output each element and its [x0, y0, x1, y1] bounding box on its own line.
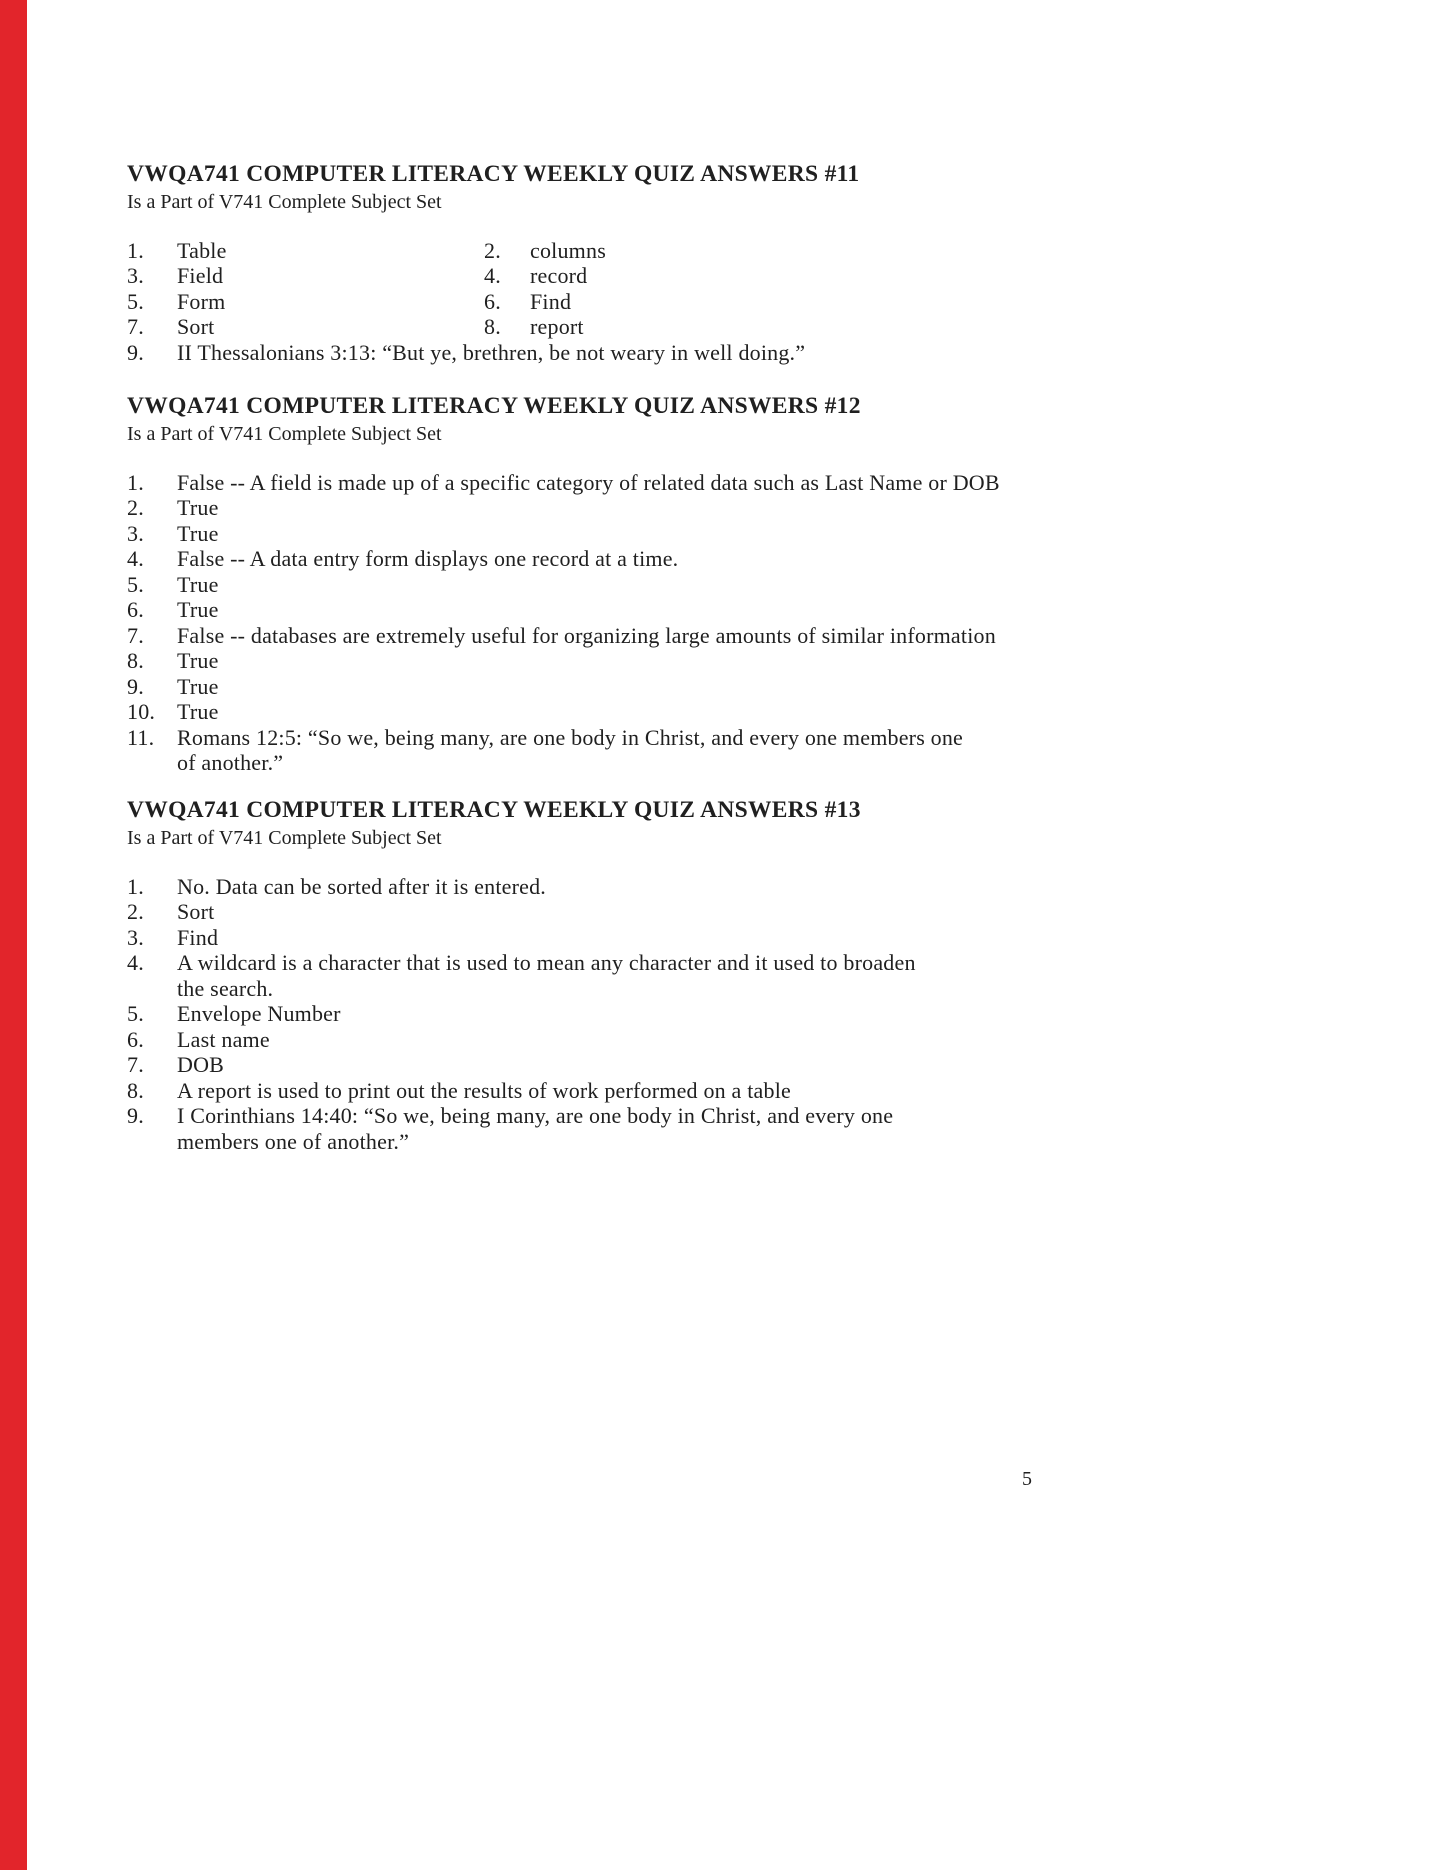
answer-number: 5.	[127, 288, 144, 314]
answer-text: True	[177, 673, 219, 699]
answer-row	[127, 572, 1337, 597]
answer-number: 6.	[127, 1026, 144, 1052]
answer-text: Sort	[177, 899, 215, 925]
answer-text: True	[177, 520, 219, 546]
answer-text: Last name	[177, 1026, 270, 1052]
answer-number: 2.	[484, 238, 501, 263]
quiz-answers-section-11	[127, 160, 1337, 365]
answer-row	[127, 925, 1337, 950]
answer-number: 7.	[127, 1052, 144, 1078]
answer-number: 3.	[127, 263, 144, 289]
answer-row	[127, 1078, 1337, 1103]
section-heading: VWQA741 COMPUTER LITERACY WEEKLY QUIZ ANSWERS #13	[127, 797, 861, 823]
answer-text: Form	[177, 288, 226, 314]
section-subheading: Is a Part of V741 Complete Subject Set	[127, 827, 442, 849]
answer-number: 8.	[484, 314, 501, 340]
answer-number: 7.	[127, 622, 144, 648]
answer-number: 9.	[127, 673, 144, 699]
answer-text: Find	[530, 288, 572, 314]
answer-text: record	[530, 263, 588, 289]
answer-row	[127, 623, 1337, 648]
answer-text: True	[177, 699, 219, 725]
answer-text: II Thessalonians 3:13: “But ye, brethren, be not weary in well doing.”	[177, 339, 806, 365]
answer-row	[127, 950, 1337, 975]
answer-number: 6.	[127, 597, 144, 623]
answer-row	[127, 314, 1337, 339]
answer-text: Field	[177, 263, 224, 289]
answer-text-continuation: members one of another.”	[177, 1128, 410, 1154]
answer-text: report	[530, 314, 584, 340]
answer-number: 11.	[127, 724, 155, 750]
answer-text: True	[177, 597, 219, 623]
answer-number: 9.	[127, 1103, 144, 1129]
answer-text: DOB	[177, 1052, 225, 1078]
answer-text-continuation: the search.	[177, 975, 274, 1001]
answer-number: 4.	[484, 263, 501, 289]
answer-list	[127, 874, 1337, 1154]
answer-number: 3.	[127, 520, 144, 546]
answer-row	[127, 521, 1337, 546]
answer-text: Envelope Number	[177, 1001, 341, 1027]
answer-text-continuation: of another.”	[177, 749, 284, 775]
answer-row	[127, 238, 1337, 263]
quiz-answers-section-13	[127, 796, 1337, 1154]
answer-row	[127, 1001, 1337, 1026]
answer-row	[127, 289, 1337, 314]
answer-text: True	[177, 495, 219, 521]
answer-number: 5.	[127, 571, 144, 597]
answer-number: 8.	[127, 648, 144, 674]
answer-number: 8.	[127, 1077, 144, 1103]
answer-number: 3.	[127, 924, 144, 950]
answer-number: 1.	[127, 238, 144, 263]
answer-number: 1.	[127, 470, 144, 495]
answer-text: True	[177, 648, 219, 674]
answer-number: 4.	[127, 546, 144, 572]
section-subheading: Is a Part of V741 Complete Subject Set	[127, 191, 442, 213]
section-heading: VWQA741 COMPUTER LITERACY WEEKLY QUIZ ANSWERS #12	[127, 393, 861, 419]
answer-text: Romans 12:5: “So we, being many, are one body in Christ, and every one members one	[177, 724, 964, 750]
answer-row	[127, 1027, 1337, 1052]
answer-number: 7.	[127, 314, 144, 340]
answer-text: Sort	[177, 314, 215, 340]
answer-number: 5.	[127, 1001, 144, 1027]
answer-row	[127, 340, 1337, 365]
quiz-answers-section-12	[127, 392, 1337, 775]
answer-number: 6.	[484, 288, 501, 314]
answer-row	[127, 874, 1337, 899]
answer-number: 2.	[127, 899, 144, 925]
page-number: 5	[1022, 1468, 1032, 1490]
answer-text: No. Data can be sorted after it is entered.	[177, 874, 547, 899]
answer-row	[127, 263, 1337, 288]
answer-number: 4.	[127, 950, 144, 976]
answer-row	[127, 674, 1337, 699]
answer-text: I Corinthians 14:40: “So we, being many, are one body in Christ, and every one	[177, 1103, 894, 1129]
answer-row	[127, 1103, 1337, 1128]
answer-row	[127, 546, 1337, 571]
answer-text: columns	[530, 238, 606, 263]
answer-row	[127, 725, 1337, 750]
answer-row	[127, 1052, 1337, 1077]
answer-number: 1.	[127, 874, 144, 899]
answer-number: 2.	[127, 495, 144, 521]
answer-text: A report is used to print out the results of work performed on a table	[177, 1077, 791, 1103]
answer-number: 9.	[127, 339, 144, 365]
red-edge-stripe	[0, 0, 27, 1870]
answer-text: False -- databases are extremely useful for organizing large amounts of similar information	[177, 622, 996, 648]
answer-list	[127, 470, 1337, 775]
answer-text: A wildcard is a character that is used to mean any character and it used to broaden	[177, 950, 916, 976]
answer-row	[127, 648, 1337, 673]
section-subheading: Is a Part of V741 Complete Subject Set	[127, 423, 442, 445]
answer-row	[127, 495, 1337, 520]
answer-row	[127, 899, 1337, 924]
answer-row	[127, 597, 1337, 622]
answer-number: 10.	[127, 699, 156, 725]
answer-list	[127, 238, 1337, 365]
section-heading: VWQA741 COMPUTER LITERACY WEEKLY QUIZ ANSWERS #11	[127, 161, 860, 187]
answer-text: True	[177, 571, 219, 597]
answer-text: Find	[177, 924, 219, 950]
answer-text: False -- A data entry form displays one record at a time.	[177, 546, 679, 572]
answer-text: Table	[177, 238, 227, 263]
answer-row	[127, 470, 1337, 495]
answer-row	[127, 699, 1337, 724]
answer-text: False -- A field is made up of a specific category of related data such as Last Name or DOB	[177, 470, 1000, 495]
